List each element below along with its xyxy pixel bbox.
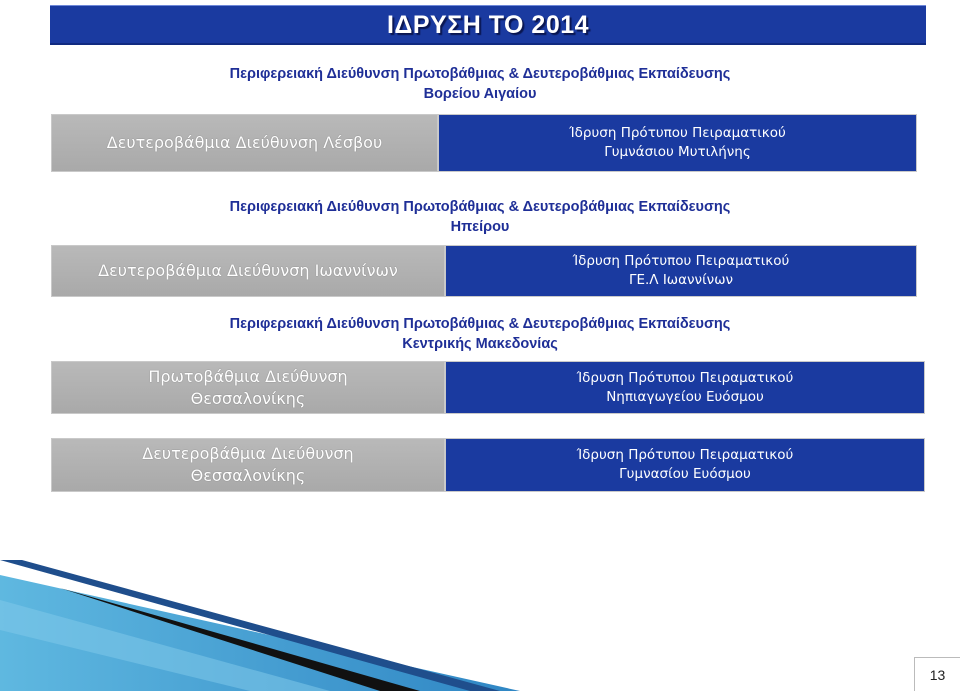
directorate-label: Πρωτοβάθμια Διεύθυνση — [148, 366, 348, 386]
school-box-mytilene — [438, 114, 917, 172]
decorative-stripes — [0, 560, 960, 691]
page-number: 13 — [914, 657, 960, 691]
directorate-label: Θεσσαλονίκης — [190, 466, 306, 485]
school-label: Ίδρυση Πρότυπου Πειραματικού — [576, 447, 794, 463]
directorate-label: Δευτεροβάθμια Διεύθυνση Ιωαννίνων — [98, 261, 398, 280]
school-label: Ίδρυση Πρότυπου Πειραματικού — [569, 125, 786, 141]
title-banner — [50, 5, 926, 45]
region-line: Κεντρικής Μακεδονίας — [402, 336, 558, 352]
region-heading-epirus — [0, 197, 960, 237]
school-label: Γυμνάσιου Μυτιλήνης — [604, 144, 751, 160]
school-label: Γυμνασίου Ευόσμου — [619, 466, 751, 482]
school-box-evosmos-gymnasium — [445, 438, 925, 492]
directorate-label: Δευτεροβάθμια Διεύθυνση — [142, 444, 354, 463]
school-label: ΓΕ.Λ Ιωαννίνων — [628, 272, 734, 288]
directorate-box-lesvos — [51, 114, 438, 172]
directorate-box-thessaloniki-primary — [51, 361, 445, 414]
school-label: Ίδρυση Πρότυπου Πειραματικού — [572, 253, 790, 269]
directorate-box-ioannina — [51, 245, 445, 297]
directorate-label: Θεσσαλονίκης — [190, 388, 306, 408]
slide-title: ΙΔΡΥΣΗ ΤΟ 2014 — [386, 11, 590, 39]
region-line: Βορείου Αιγαίου — [423, 86, 537, 102]
region-line: Περιφερειακή Διεύθυνση Πρωτοβάθμιας & Δευτεροβάθμιας Εκπαίδευσης — [229, 199, 731, 215]
directorate-label: Δευτεροβάθμια Διεύθυνση Λέσβου — [106, 133, 383, 152]
school-box-ioannina — [445, 245, 917, 297]
region-line: Ηπείρου — [450, 219, 510, 235]
school-label: Ίδρυση Πρότυπου Πειραματικού — [576, 369, 794, 386]
region-line: Περιφερειακή Διεύθυνση Πρωτοβάθμιας & Δευτεροβάθμιας Εκπαίδευσης — [229, 66, 731, 82]
school-label: Νηπιαγωγείου Ευόσμου — [606, 388, 764, 405]
school-box-evosmos-kindergarten — [445, 361, 925, 414]
region-line: Περιφερειακή Διεύθυνση Πρωτοβάθμιας & Δευτεροβάθμιας Εκπαίδευσης — [229, 316, 731, 332]
directorate-box-thessaloniki-secondary — [51, 438, 445, 492]
region-heading-central-macedonia — [0, 314, 960, 354]
region-heading-north-aegean — [0, 64, 960, 104]
